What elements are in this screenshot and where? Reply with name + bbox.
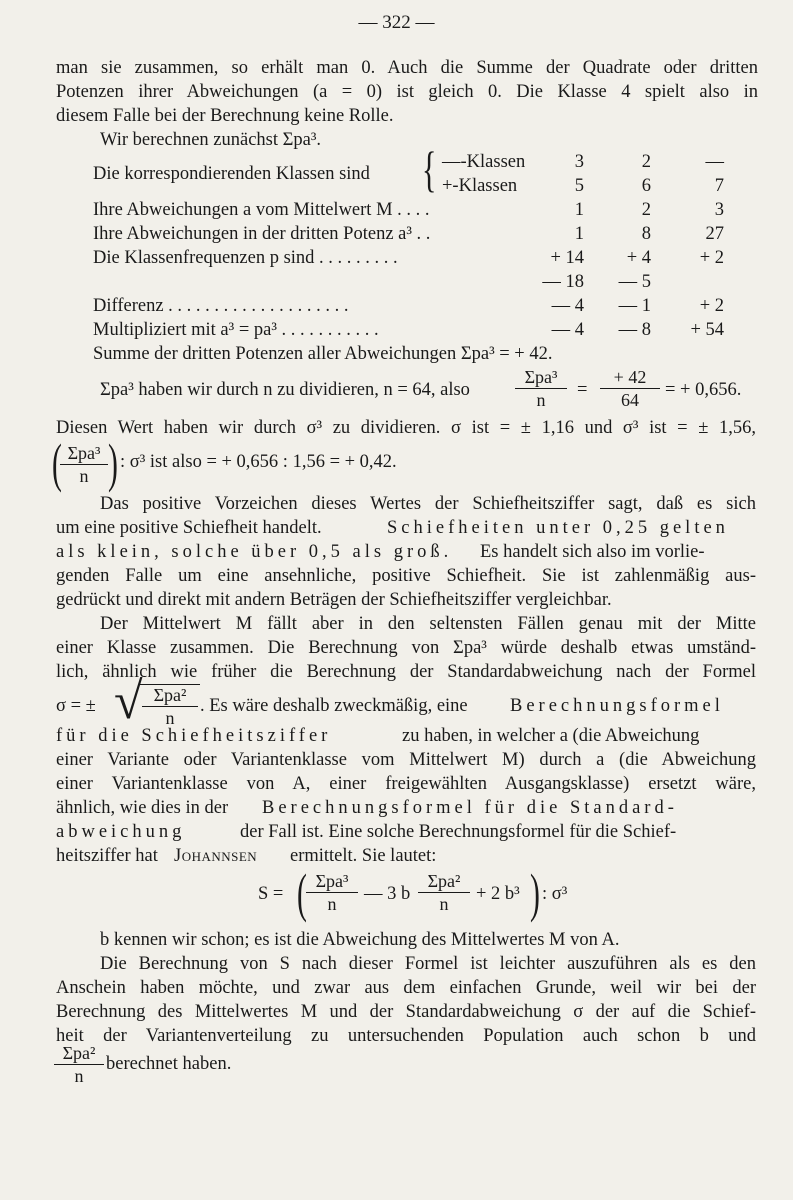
fraction (142, 684, 198, 729)
table-cell: — (705, 152, 724, 172)
table-cell: 2 (641, 152, 651, 172)
text-line: b kennen wir schon; es ist die Abweichung des Mittelwertes M von A. (100, 930, 620, 950)
page-number: — 322 — (358, 12, 435, 33)
fraction-denominator: n (74, 1066, 84, 1086)
calc-result: = + 0,656. (665, 380, 742, 400)
fraction-denominator: n (165, 708, 175, 728)
table-label-corresponding: Die korrespondierenden Klassen sind (93, 164, 370, 184)
table-cell: 7 (714, 176, 724, 196)
fraction-numerator: Σpa² (418, 870, 470, 893)
formula-term: + 2 b³ (476, 884, 520, 904)
spaced-text: Schiefheiten unter 0,25 gelten (387, 518, 729, 538)
formula-term: : σ³ (542, 884, 568, 904)
text-line: man sie zusammen, so erhält man 0. Auch die Summe der Quadrate oder dritten (56, 58, 758, 78)
spaced-text: Berechnungsformel für die Standard- (262, 798, 678, 818)
fraction-denominator: 64 (621, 390, 639, 410)
text-line: Es handelt sich also im vorlie- (480, 542, 705, 562)
formula-term: — 3 b (364, 884, 411, 904)
table-cell: + 2 (699, 296, 724, 316)
table-cell: 8 (641, 224, 651, 244)
fraction-numerator: Σpa³ (515, 366, 567, 389)
spaced-text: als klein, solche über 0,5 als groß. (56, 542, 453, 562)
table-cell: + 4 (626, 248, 651, 268)
paren-right: ) (108, 433, 118, 493)
table-cell: — 4 (551, 296, 584, 316)
table-cell: 6 (641, 176, 651, 196)
sqrt-sign: √ (114, 673, 143, 730)
table-cell: 27 (705, 224, 724, 244)
table-cell: + 54 (690, 320, 724, 340)
fraction (418, 870, 470, 915)
table-cell: — 8 (618, 320, 651, 340)
fraction-denominator: n (439, 894, 449, 914)
table-cell: + 14 (550, 248, 584, 268)
brace: { (422, 141, 437, 197)
formula-lhs: S = (258, 884, 284, 904)
text-line: Wir berechnen zunächst Σpa³. (100, 130, 322, 150)
text-line: Diesen Wert haben wir durch σ³ zu dividieren. σ ist = ± 1,16 und σ³ ist = ± 1,56, (56, 418, 756, 438)
paren-right: ) (530, 863, 540, 923)
fraction (515, 366, 567, 411)
text-line: Das positive Vorzeichen dieses Wertes der Schiefheitsziffer sagt, daß es sich (100, 494, 756, 514)
text-line: heit der Variantenverteilung zu untersuchenden Population auch schon b und (56, 1026, 756, 1046)
paren-left: ( (297, 863, 307, 923)
equals-sign: = (577, 380, 588, 400)
table-cell: — 4 (551, 320, 584, 340)
text-line: lich, ähnlich wie früher die Berechnung der Standardabweichung nach der Formel (56, 662, 756, 682)
table-cell: — 1 (618, 296, 651, 316)
text-line: zu haben, in welcher a (die Abweichung (402, 726, 700, 746)
table-sum-line: Summe der dritten Potenzen aller Abweichungen Σpa³ = + 42. (93, 344, 553, 364)
text-line: einer Variantenklasse von A, einer freigewählten Ausgangsklasse) ersetzt wäre, (56, 774, 756, 794)
text-line: Potenzen ihrer Abweichungen (a = 0) ist gleich 0. Die Klasse 4 spielt also in (56, 82, 758, 102)
fraction-denominator: n (79, 466, 89, 486)
fraction (60, 442, 108, 487)
spaced-text: abweichung (56, 822, 186, 842)
text-line: Berechnung des Mittelwertes M und der Standardabweichung σ der auf die Schief- (56, 1002, 756, 1022)
text-line: einer Variante oder Variantenklasse vom Mittelwert M) durch a (die Abweichung (56, 750, 756, 770)
table-label-frequencies: Die Klassenfrequenzen p sind . . . . . . . . . (93, 248, 398, 268)
table-label-deviation: Ihre Abweichungen a vom Mittelwert M . . . . (93, 200, 430, 220)
fraction-numerator: Σpa³ (306, 870, 358, 893)
author-name: Johannsen (174, 846, 258, 866)
fraction-numerator: Σpa² (54, 1042, 104, 1065)
table-cell: 5 (574, 176, 584, 196)
text-line: der Fall ist. Eine solche Berechnungsformel für die Schief- (240, 822, 677, 842)
table-label-multiplied: Multipliziert mit a³ = pa³ . . . . . . . . . . . (93, 320, 379, 340)
table-cell: 1 (574, 224, 584, 244)
table-label-plus-classes: +-Klassen (442, 176, 518, 196)
text-line: einer Klasse zusammen. Die Berechnung von Σpa³ würde deshalb etwas umständ- (56, 638, 756, 658)
sigma-formula-lhs: σ = ± (56, 696, 96, 716)
text-line: ähnlich, wie dies in der (56, 798, 229, 818)
table-cell: 3 (714, 200, 724, 220)
fraction-denominator: n (327, 894, 337, 914)
table-cell: 2 (641, 200, 651, 220)
table-label-minus-classes: —-Klassen (442, 152, 526, 172)
calc-text: Σpa³ haben wir durch n zu dividieren, n = 64, also (100, 380, 470, 400)
text-line: : σ³ ist also = + 0,656 : 1,56 = + 0,42. (120, 452, 397, 472)
fraction (306, 870, 358, 915)
text-line: gedrückt und direkt mit andern Beträgen der Schiefheitsziffer vergleichbar. (56, 590, 612, 610)
text-line: Anschein haben möchte, und zwar aus dem einfachen Grunde, weil wir bei der (56, 978, 756, 998)
table-cell: 3 (574, 152, 584, 172)
text-line: ermittelt. Sie lautet: (290, 846, 437, 866)
table-label-difference: Differenz . . . . . . . . . . . . . . . . . . . . (93, 296, 349, 316)
text-line: heitsziffer hat (56, 846, 158, 866)
fraction (54, 1042, 104, 1087)
text-line: genden Falle um eine ansehnliche, positive Schiefheit. Sie ist zahlenmäßig aus- (56, 566, 756, 586)
fraction-numerator: Σpa² (142, 684, 198, 707)
fraction-denominator: n (536, 390, 546, 410)
fraction-numerator: + 42 (600, 366, 660, 389)
spaced-text: Berechnungsformel (510, 696, 724, 716)
paren-left: ( (52, 433, 62, 493)
spaced-text: für die Schiefheitsziffer (56, 726, 332, 746)
table-cell: — 5 (618, 272, 651, 292)
text-line: . Es wäre deshalb zweckmäßig, eine (200, 696, 468, 716)
fraction-numerator: Σpa³ (60, 442, 108, 465)
table-cell: + 2 (699, 248, 724, 268)
fraction (600, 366, 660, 411)
text-line: diesem Falle bei der Berechnung keine Rolle. (56, 106, 394, 126)
table-cell: — 18 (542, 272, 584, 292)
text-line: um eine positive Schiefheit handelt. (56, 518, 322, 538)
table-label-cube: Ihre Abweichungen in der dritten Potenz a³ . . (93, 224, 431, 244)
text-line: berechnet haben. (106, 1054, 232, 1074)
text-line: Der Mittelwert M fällt aber in den seltensten Fällen genau mit der Mitte (100, 614, 756, 634)
table-cell: 1 (574, 200, 584, 220)
text-line: Die Berechnung von S nach dieser Formel ist leichter auszuführen als es den (100, 954, 756, 974)
